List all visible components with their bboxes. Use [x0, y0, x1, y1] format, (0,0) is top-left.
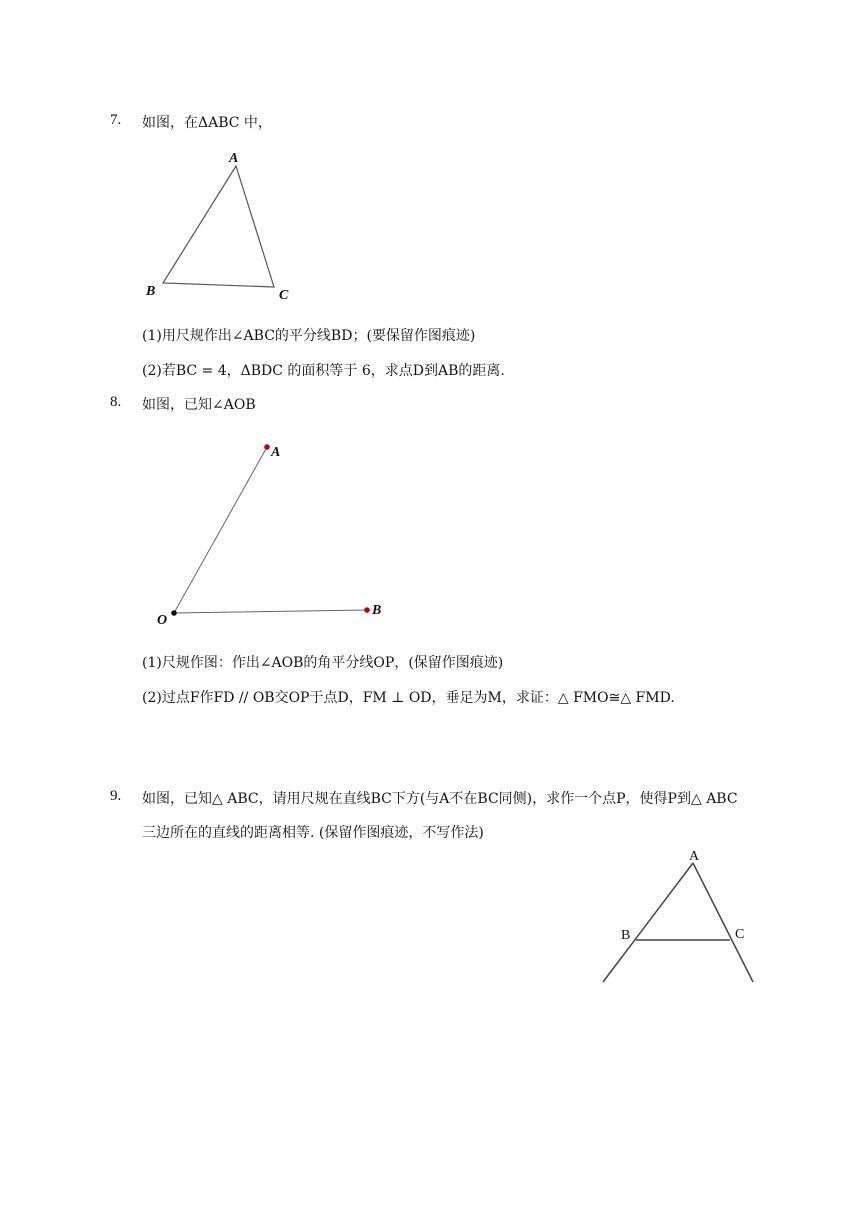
q8-angle-figure [150, 432, 410, 632]
q7-label-c: C [279, 288, 289, 303]
q7-part1: (1)用尺规作出∠ABC的平分线BD；(要保留作图痕迹) [142, 328, 476, 344]
q8-number: 8. [110, 394, 122, 410]
q7-label-b: B [146, 284, 156, 299]
q8-stem: 如图，已知∠AOB [142, 397, 256, 413]
q7-label-a: A [229, 151, 239, 166]
q7-stem: 如图，在ΔABC 中， [142, 115, 272, 131]
q8-label-b: B [372, 603, 382, 618]
q7-triangle [163, 166, 274, 287]
q9-label-a: A [689, 849, 700, 864]
q8-point-b [364, 607, 370, 613]
q8-ray-ob [174, 610, 367, 613]
q8-ray-oa [174, 447, 267, 613]
q9-label-b: B [621, 928, 631, 943]
q9-line1: 如图，已知△ ABC，请用尺规在直线BC下方(与A不在BC同侧)，求作一个点P，使得P到△ ABC [142, 791, 738, 807]
q8-point-a [264, 444, 270, 450]
q8-label-o: O [157, 613, 168, 628]
q8-part1: (1)尺规作图：作出∠AOB的角平分线OP，(保留作图痕迹) [142, 655, 504, 671]
q9-number: 9. [110, 788, 122, 804]
q8-label-a: A [271, 445, 281, 460]
q9-line-ab [603, 863, 693, 982]
q9-line-ac [693, 863, 753, 982]
q9-triangle-figure [595, 845, 765, 995]
q9-label-c: C [735, 927, 745, 942]
q8-point-o [171, 610, 177, 616]
q8-part2: (2)过点F作FD // OB交OP于点D，FM ⊥ OD，垂足为M，求证：△ FMO≅△ FMD. [142, 690, 675, 706]
q7-triangle-figure [140, 148, 310, 308]
q9-line2: 三边所在的直线的距离相等. (保留作图痕迹，不写作法) [142, 825, 484, 841]
q7-number: 7. [110, 112, 122, 128]
q7-part2: (2)若BC = 4，ΔBDC 的面积等于 6，求点D到AB的距离. [142, 363, 505, 379]
